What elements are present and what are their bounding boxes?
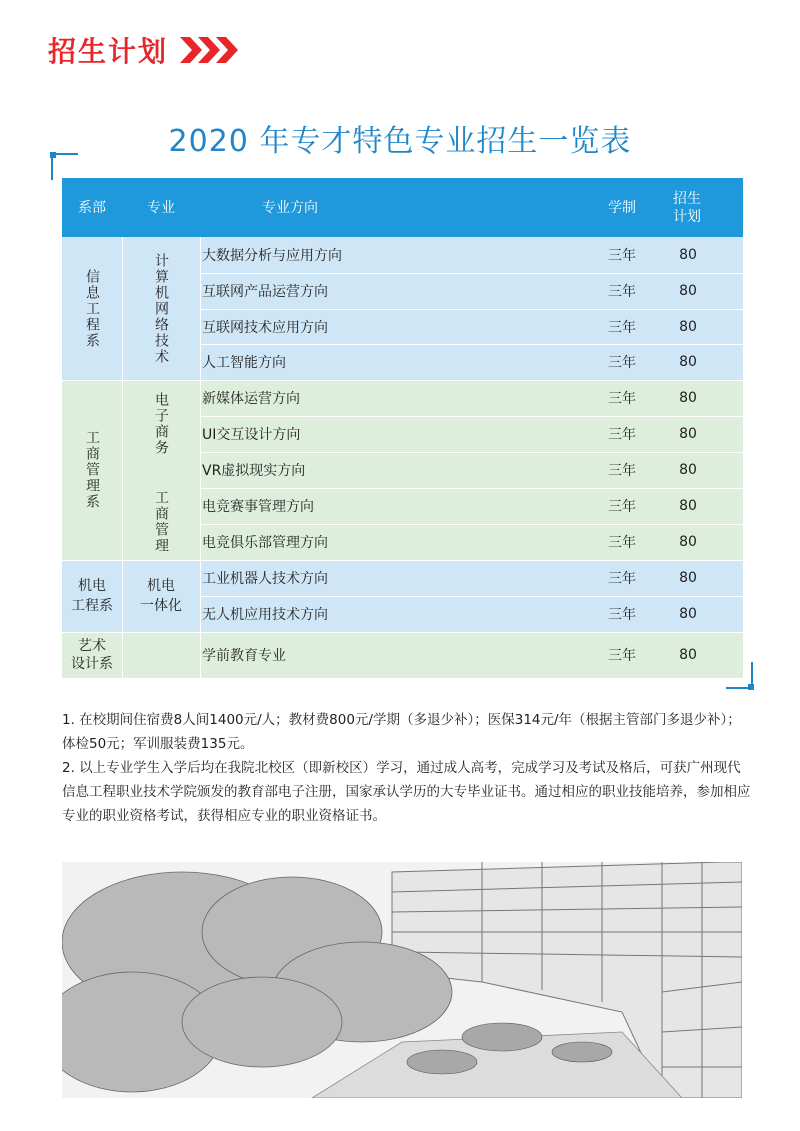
major-name-line1: 机电 <box>147 578 175 594</box>
duration-cell: 三年 <box>608 607 636 623</box>
direction-cell: 大数据分析与应用方向 <box>202 248 342 264</box>
notes-section <box>62 708 752 828</box>
header-duration: 学制 <box>608 199 636 216</box>
major-cell <box>122 237 200 380</box>
note-item: 1. 在校期间住宿费8人间1400元/人；教材费800元/学期（多退少补）；医保314元/年（根据主管部门多退少补）；体检50元；军训服装费135元。 <box>62 712 741 752</box>
duration-cell: 三年 <box>608 319 636 336</box>
duration-cell: 三年 <box>608 571 636 587</box>
major-name: 计算机网络技术 <box>153 252 169 365</box>
enrollment-table <box>62 178 743 678</box>
duration-cell: 三年 <box>608 391 636 407</box>
plan-cell: 80 <box>679 534 697 550</box>
major-cell <box>122 560 200 632</box>
department-name-line1: 艺术 <box>78 638 106 654</box>
duration-cell: 三年 <box>608 499 636 515</box>
duration-cell: 三年 <box>608 535 636 551</box>
plan-cell: 80 <box>679 570 697 586</box>
header-plan-line2: 计划 <box>673 208 701 225</box>
header-department: 系部 <box>78 199 106 216</box>
department-name-line2: 工程系 <box>71 598 113 614</box>
major-name-line2: 一体化 <box>140 598 182 614</box>
corner-decoration-top-left <box>46 148 80 182</box>
department-name-line1: 机电 <box>78 578 106 594</box>
plan-cell: 80 <box>679 390 697 406</box>
direction-cell: 电竞俱乐部管理方向 <box>202 535 328 551</box>
plan-cell: 80 <box>679 462 697 478</box>
duration-cell: 三年 <box>608 427 636 443</box>
section-header <box>48 28 242 72</box>
duration-cell: 三年 <box>608 355 636 371</box>
department-cell <box>62 560 122 632</box>
direction-cell: 工业机器人技术方向 <box>202 571 328 587</box>
duration-cell: 三年 <box>608 248 636 264</box>
direction-cell: VR虚拟现实方向 <box>202 463 306 479</box>
note-item: 2. 以上专业学生入学后均在我院北校区（即新校区）学习，通过成人高考，完成学习及考试及格后，可获广州现代信息工程职业技术学院颁发的教育部电子注册，国家承认学历的大专毕业证书。通过相应的职业技能培养，参加相应专业的职业资格考试，获得相应专业的职业资格证书。 <box>62 760 751 824</box>
plan-cell: 80 <box>679 426 697 442</box>
plan-cell: 80 <box>679 647 697 663</box>
direction-cell: 人工智能方向 <box>202 355 286 371</box>
duration-cell: 三年 <box>608 463 636 479</box>
section-title: 招生计划 <box>48 35 169 68</box>
duration-cell: 三年 <box>608 284 636 300</box>
header-plan <box>652 178 722 237</box>
plan-cell: 80 <box>679 606 697 622</box>
department-cell <box>62 380 122 560</box>
major-name: 电子商务 <box>153 392 169 456</box>
plan-cell: 80 <box>679 247 697 263</box>
department-name: 工商管理系 <box>84 430 100 510</box>
direction-cell: 互联网技术应用方向 <box>202 319 328 336</box>
department-cell <box>62 237 122 380</box>
table-header-row <box>62 178 743 237</box>
campus-sketch-image <box>62 862 742 1098</box>
department-name: 信息工程系 <box>84 268 100 349</box>
direction-cell: 电竞赛事管理方向 <box>202 499 314 515</box>
plan-cell: 80 <box>679 354 697 370</box>
header-plan-line1: 招生 <box>673 190 701 207</box>
major-cell <box>122 384 200 464</box>
major-name: 工商管理 <box>153 490 169 554</box>
plan-cell: 80 <box>679 283 697 299</box>
direction-cell: 互联网产品运营方向 <box>202 284 328 300</box>
department-name-line2: 设计系 <box>71 656 113 672</box>
header-direction: 专业方向 <box>262 199 318 216</box>
major-cell <box>122 484 200 560</box>
chevron-right-icon <box>180 37 242 63</box>
direction-cell: UI交互设计方向 <box>202 427 301 443</box>
direction-cell: 学前教育专业 <box>202 648 286 664</box>
direction-cell: 无人机应用技术方向 <box>202 607 328 623</box>
plan-cell: 80 <box>679 498 697 514</box>
divider <box>200 237 201 678</box>
plan-cell: 80 <box>679 318 697 335</box>
header-major: 专业 <box>147 199 175 216</box>
department-cell <box>62 632 122 678</box>
direction-cell: 新媒体运营方向 <box>202 391 300 407</box>
duration-cell: 三年 <box>608 648 636 664</box>
page-title: 2020 年专才特色专业招生一览表 <box>168 124 632 159</box>
